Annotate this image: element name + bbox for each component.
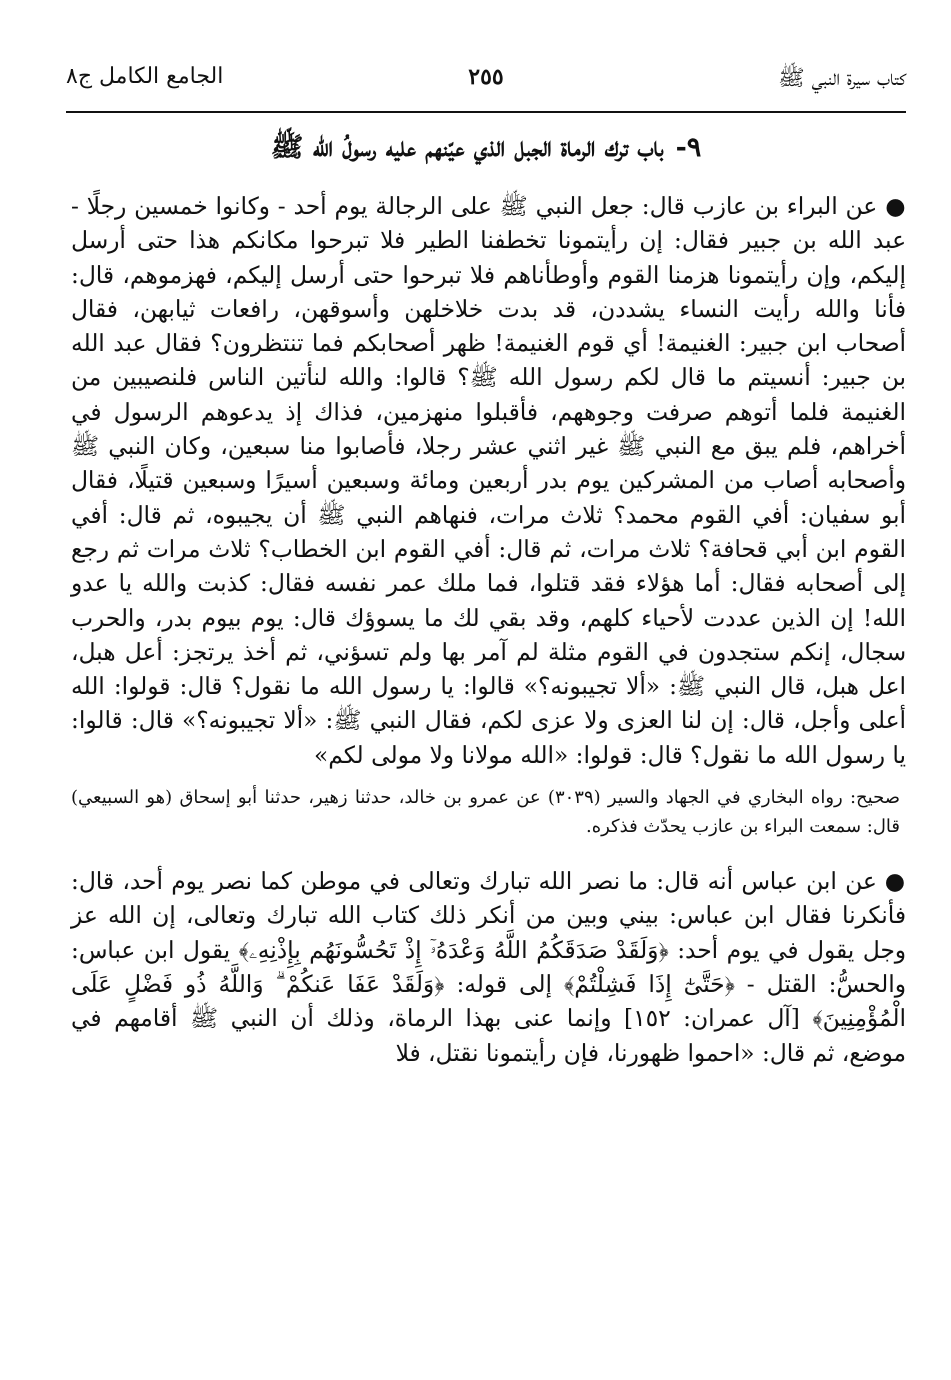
bullet-marker: ● bbox=[884, 868, 907, 896]
page-number: ٢٥٥ bbox=[468, 64, 504, 90]
book-page bbox=[66, 0, 906, 1380]
chapter-heading bbox=[66, 130, 906, 170]
running-head-collection: الجامع الكامل ج٨ bbox=[66, 64, 224, 89]
hadith-paragraph bbox=[71, 865, 906, 1071]
page-body bbox=[71, 190, 906, 1071]
chapter-title: باب ترك الرماة الجبل الذي عيّنهم عليه رسولُ الله ﷺ bbox=[270, 132, 664, 163]
chapter-number: ٩- bbox=[675, 132, 702, 163]
hadith-text: عن البراء بن عازب قال: جعل النبي ﷺ على الرجالة يوم أحد - وكانوا خمسين رجلًا - عبد الله بن جبير فقال: إن رأيتمونا تخطفنا الطير فلا تبرحوا مكانكم هذا حتى أرسل إليكم، وإن رأيتمونا هزمنا القوم وأوطأناهم فلا تبرحوا حتى أرسل إليكم، فهزموهم، قال: فأنا والله رأيت النساء يشددن، قد بدت خلاخلهن وأسوقهن، رافعات ثيابهن، فقال أصحاب ابن جبير: الغنيمة! أي قوم الغنيمة! ظهر أصحابكم فما تنتظرون؟ فقال عبد الله بن جبير: أنسيتم ما قال لكم رسول الله ﷺ؟ قالوا: والله لنأتين الناس فلنصيبين من الغنيمة فلما أتوهم صرفت وجوههم، فأقبلوا منهزمين، فذاك إذ يدعوهم الرسول في أخراهم، فلم يبق مع النبي ﷺ غير اثني عشر رجلا، فأصابوا منا سبعين، وكان النبي ﷺ وأصحابه أصاب من المشركين يوم بدر أربعين ومائة وسبعين أسيرًا وسبعين قتيلًا، فقال أبو سفيان: أفي القوم محمد؟ ثلاث مرات، فنهاهم النبي ﷺ أن يجيبوه، ثم قال: أفي القوم ابن أبي قحافة؟ ثلاث مرات، ثم قال: أفي القوم ابن الخطاب؟ ثلاث مرات ثم رجع إلى أصحابه فقال: أما هؤلاء فقد قتلوا، فما ملك عمر نفسه فقال: كذبت والله يا عدو الله! إن الذين عددت لأحياء كلهم، وقد بقي لك ما يسوؤك قال: يوم بيوم بدر، والحرب سجال، إنكم ستجدون في القوم مثلة لم آمر بها ولم تسؤني، ثم أخذ يرتجز: أعل هبل، اعل هبل، قال النبي ﷺ: «ألا تجيبونه؟» قالوا: يا رسول الله ما نقول؟ قال: قولوا: الله أعلى وأجل، قال: إن لنا العزى ولا عزى لكم، فقال النبي ﷺ: «ألا تجيبونه؟» قال: قالوا: يا رسول الله ما نقول؟ قال: قولوا: «الله مولانا ولا مولى لكم» bbox=[71, 193, 906, 769]
hadith-paragraph bbox=[71, 190, 906, 773]
takhrij-note: صحيح: رواه البخاري في الجهاد والسير (٣٠٣٩) عن عمرو بن خالد، حدثنا زهير، حدثنا أبو إسحاق (هو السبيعي) قال: سمعت البراء بن عازب يحدّث فذكره. bbox=[71, 787, 900, 838]
header-divider bbox=[66, 111, 906, 113]
hadith-text: عن ابن عباس أنه قال: ما نصر الله تبارك وتعالى في موطن كما نصر يوم أحد، قال: فأنكرنا فقال ابن عباس: بيني وبين من أنكر ذلك كتاب الله تبارك وتعالى، إن الله عز وجل يقول في يوم أحد: ﴿وَلَقَدْ صَدَقَكُمُ اللَّهُ وَعْدَهُۥٓ إِذْ تَحُسُّونَهُم بِإِذْنِهِۦ﴾ يقول ابن عباس: والحسُّ: القتل - ﴿حَتَّىٰٓ إِذَا فَشِلْتُمْ﴾ إلى قوله: ﴿وَلَقَدْ عَفَا عَنكُمْ ۗ وَاللَّهُ ذُو فَضْلٍ عَلَى الْمُؤْمِنِينَ﴾ [آل عمران: ١٥٢] وإنما عنى بهذا الرماة، وذلك أن النبي ﷺ أقامهم في موضع، ثم قال: «احموا ظهورنا، فإن رأيتمونا نقتل، فلا bbox=[71, 868, 907, 1067]
page-header bbox=[66, 62, 906, 102]
bullet-marker: ● bbox=[885, 193, 907, 220]
running-head-book-title: كتاب سيرة النبي ﷺ bbox=[778, 66, 906, 91]
